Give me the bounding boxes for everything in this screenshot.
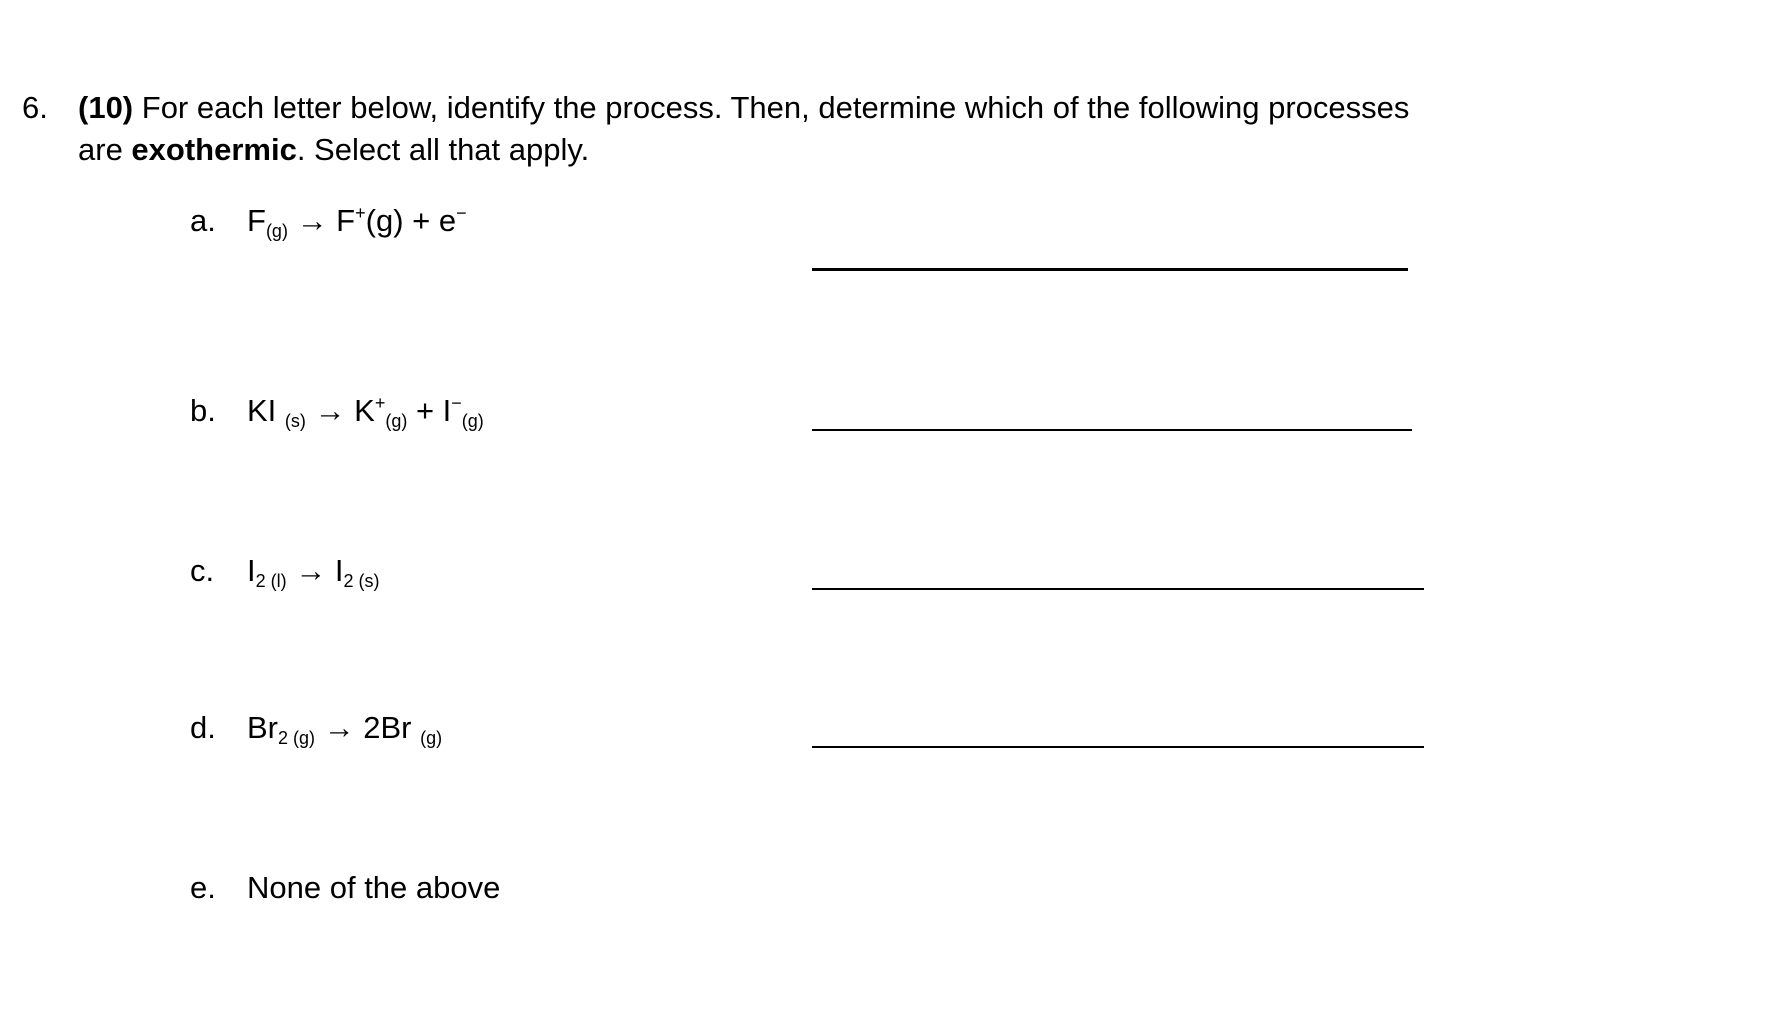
option-text: None of the above <box>247 870 501 905</box>
eq-part: (g) + e <box>365 203 457 238</box>
question-prompt <box>78 87 1678 171</box>
eq-part: KI <box>247 393 285 428</box>
eq-part: + I <box>407 393 452 428</box>
eq-subscript: (s) <box>284 411 306 431</box>
eq-superscript: − <box>456 203 467 223</box>
eq-superscript: + <box>355 203 366 223</box>
option-a <box>190 203 1490 247</box>
prompt-line-1: For each letter below, identify the process. Then, determine which of the following processes <box>133 90 1410 125</box>
option-letter: d. <box>190 710 216 745</box>
eq-part: F <box>247 203 266 238</box>
prompt-bold-word: exothermic <box>131 132 297 167</box>
eq-part: → 2Br <box>315 710 421 745</box>
eq-subscript: (g) <box>420 728 443 748</box>
eq-subscript: 2 (g) <box>278 728 316 748</box>
eq-part: → F <box>296 203 356 238</box>
answer-blank-a[interactable] <box>812 268 1408 271</box>
eq-superscript: − <box>451 393 462 413</box>
option-equation <box>247 203 467 242</box>
question-number: 6. <box>22 90 48 125</box>
option-letter: a. <box>190 203 216 238</box>
prompt-line-2-start: are <box>78 132 132 167</box>
eq-subscript: 2 (s) <box>343 571 380 591</box>
eq-subscript: (g) <box>265 221 288 241</box>
eq-superscript: + <box>374 393 386 413</box>
eq-subscript: (g) <box>461 411 484 431</box>
eq-part: → I <box>286 553 344 588</box>
eq-part: → K <box>305 393 375 428</box>
answer-blank-d[interactable] <box>812 746 1424 748</box>
prompt-line-2-end: . Select all that apply. <box>296 132 590 167</box>
option-e <box>190 870 1490 914</box>
answer-blank-b[interactable] <box>812 429 1412 431</box>
question-points: (10) <box>78 90 134 125</box>
eq-subscript: 2 (l) <box>255 571 287 591</box>
option-letter: b. <box>190 393 216 428</box>
eq-part: I <box>247 553 256 588</box>
option-letter: e. <box>190 870 216 905</box>
option-letter: c. <box>190 553 215 588</box>
answer-blank-c[interactable] <box>812 588 1424 590</box>
option-equation <box>247 553 379 592</box>
eq-part: Br <box>247 710 278 745</box>
option-c <box>190 553 1490 597</box>
eq-subscript: (g) <box>385 411 408 431</box>
option-equation <box>247 393 484 432</box>
option-equation <box>247 710 442 749</box>
